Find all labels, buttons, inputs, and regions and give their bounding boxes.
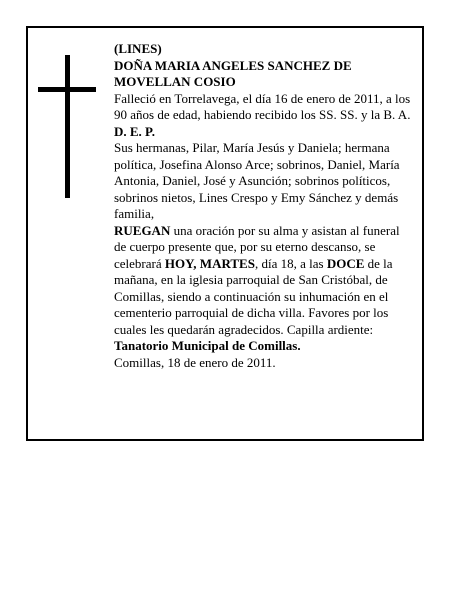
family-name: (LINES) <box>114 41 162 56</box>
service-day: HOY, MARTES <box>164 255 255 271</box>
obituary-notice <box>26 26 424 441</box>
request-paragraph <box>114 223 414 339</box>
cross-horizontal-bar <box>38 87 96 92</box>
service-hour: DOCE <box>326 255 365 271</box>
cross-icon <box>38 55 96 198</box>
request-text-2: , día 18, a las <box>254 255 327 271</box>
request-text-3: de la mañana, en la iglesia parroquial de San Cristóbal, de Comillas, siendo a continuación su inhumación en el cementerio parroquial de dicha villa. Favores por los cuales les quedarán agradecidos. Capilla ardiente: <box>114 255 393 337</box>
obituary-text <box>114 41 414 371</box>
deceased-name: DOÑA MARIA ANGELES SANCHEZ DE MOVELLAN COSIO <box>114 57 352 89</box>
place-date: Comillas, 18 de enero de 2011. <box>114 354 276 370</box>
relatives-list: Sus hermanas, Pilar, María Jesús y Daniela; hermana política, Josefina Alonso Arce; sobrinos, Daniel, María Antonia, Daniel, José y Asunción; sobrinos políticos, sobrinos nietos, Lines Crespo y Emy Sánchez y demás familia, <box>114 140 400 221</box>
death-info: Falleció en Torrelavega, el día 16 de enero de 2011, a los 90 años de edad, habiendo recibido los SS. SS. y la B. A. <box>114 90 411 122</box>
rip-heading: D. E. P. <box>114 123 156 139</box>
cross-vertical-bar <box>65 55 70 198</box>
chapel-location: Tanatorio Municipal de Comillas. <box>114 338 301 353</box>
request-text-1: una oración por su alma y asistan al funeral de cuerpo presente que, por su eterno descanso, se celebrará <box>114 222 400 271</box>
ruegan-label: RUEGAN <box>114 222 171 238</box>
